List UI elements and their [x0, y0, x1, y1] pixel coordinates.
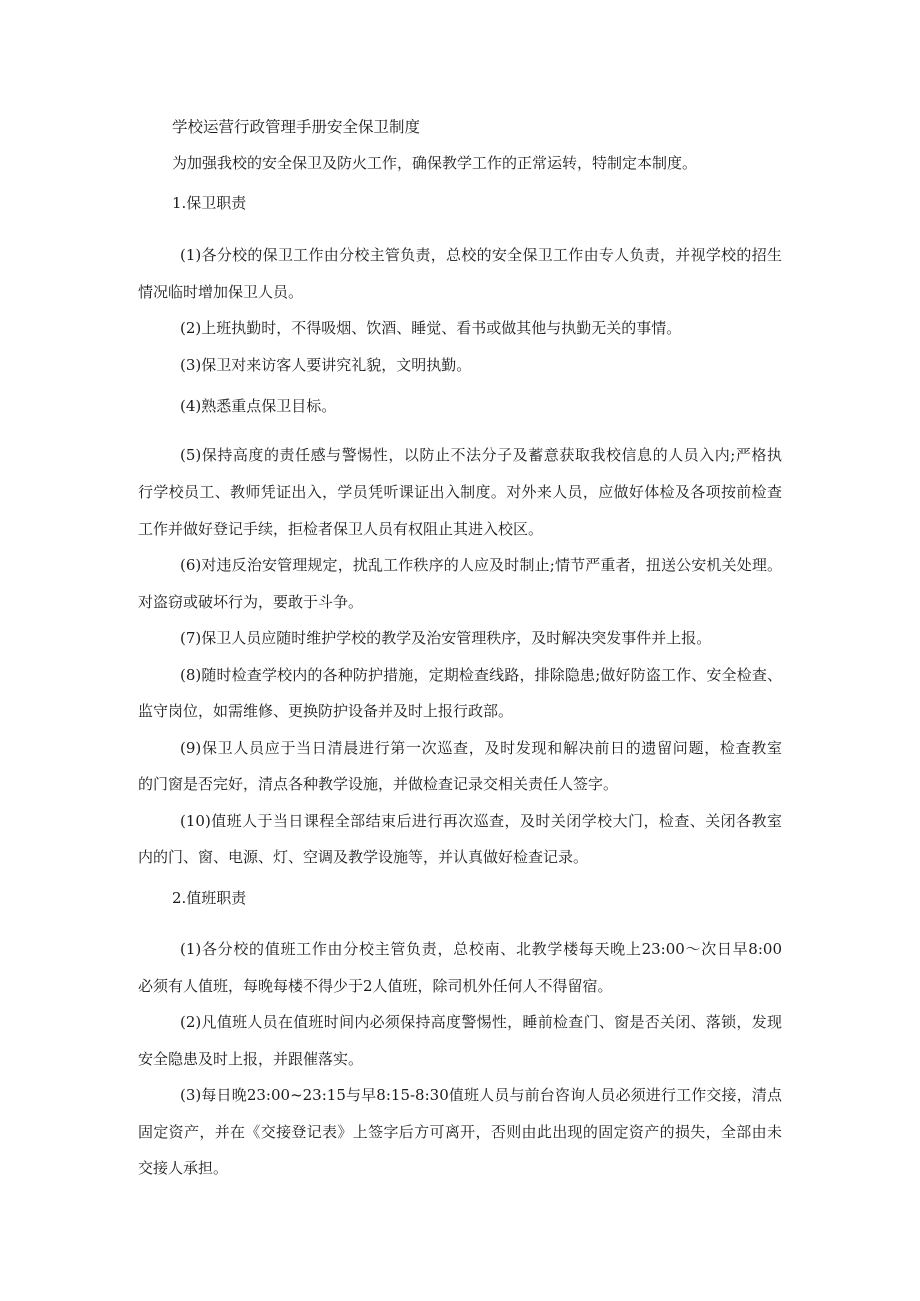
s1-item-1-line-2: 情况临时增加保卫人员。 — [138, 283, 304, 301]
s2-item-1-line-2: 必须有人值班，每晚每楼不得少于2人值班，除司机外任何人不得留宿。 — [138, 977, 613, 995]
s1-item-7-line-1: (7)保卫人员应随时维护学校的教学及治安管理秩序，及时解决突发事件并上报。 — [180, 629, 712, 647]
section-1-heading: 1.保卫职责 — [172, 194, 247, 212]
s1-item-9-line-1: (9)保卫人员应于当日清晨进行第一次巡查，及时发现和解决前日的遗留问题，检查教室 — [180, 739, 782, 757]
s1-item-5-line-1: (5)保持高度的责任感与警惕性，以防止不法分子及蓄意获取我校信息的人员入内;严格执 — [180, 446, 782, 464]
s2-item-2-line-1: (2)凡值班人员在值班时间内必须保持高度警惕性，睡前检查门、窗是否关闭、落锁，发现 — [180, 1013, 782, 1031]
s1-item-5-line-3: 工作并做好登记手续，拒检者保卫人员有权阻止其进入校区。 — [138, 520, 544, 538]
s2-item-3-line-3: 交接人承担。 — [138, 1159, 229, 1177]
section-2-heading: 2.值班职责 — [172, 889, 247, 907]
s1-item-10-line-1: (10)值班人于当日课程全部结束后进行再次巡查，及时关闭学校大门，检查、关闭各教室 — [180, 812, 782, 830]
s1-item-8-line-1: (8)随时检查学校内的各种防护措施，定期检查线路，排除隐患;做好防盗工作、安全检查、 — [180, 666, 782, 684]
s1-item-10-line-2: 内的门、窗、电源、灯、空调及教学设施等，并认真做好检查记录。 — [138, 848, 589, 866]
intro-paragraph: 为加强我校的安全保卫及防火工作，确保教学工作的正常运转，特制定本制度。 — [172, 154, 698, 172]
s2-item-3-line-2: 固定资产，并在《交接登记表》上签字后方可离开，否则由此出现的固定资产的损失，全部由未 — [138, 1123, 782, 1141]
s1-item-5-line-2: 行学校员工、教师凭证出入，学员凭听课证出入制度。对外来人员，应做好体检及各项按前检查 — [138, 483, 782, 501]
s1-item-9-line-2: 的门窗是否完好，清点各种教学设施，并做检查记录交相关责任人签字。 — [138, 775, 619, 793]
s1-item-6-line-2: 对盗窃或破坏行为，要敢于斗争。 — [138, 593, 364, 611]
s1-item-3-line-1: (3)保卫对来访客人要讲究礼貌，文明执勤。 — [180, 356, 472, 374]
s1-item-8-line-2: 监守岗位，如需维修、更换防护设备并及时上报行政部。 — [138, 702, 514, 720]
s2-item-1-line-1: (1)各分校的值班工作由分校主管负责，总校南、北教学楼每天晚上23:00～次日早8:00 — [180, 940, 782, 958]
s1-item-4-line-1: (4)熟悉重点保卫目标。 — [180, 397, 337, 415]
document-title: 学校运营行政管理手册安全保卫制度 — [172, 118, 421, 136]
s1-item-6-line-1: (6)对违反治安管理规定，扰乱工作秩序的人应及时制止;情节严重者，扭送公安机关处理。 — [180, 556, 782, 574]
s2-item-2-line-2: 安全隐患及时上报，并跟催落实。 — [138, 1050, 364, 1068]
s1-item-1-line-1: (1)各分校的保卫工作由分校主管负责，总校的安全保卫工作由专人负责，并视学校的招生 — [180, 246, 782, 264]
s2-item-3-line-1: (3)每日晚23:00~23:15与早8:15-8:30值班人员与前台咨询人员必须进行工作交接，清点 — [180, 1086, 782, 1104]
s1-item-2-line-1: (2)上班执勤时，不得吸烟、饮酒、睡觉、看书或做其他与执勤无关的事情。 — [180, 319, 682, 337]
